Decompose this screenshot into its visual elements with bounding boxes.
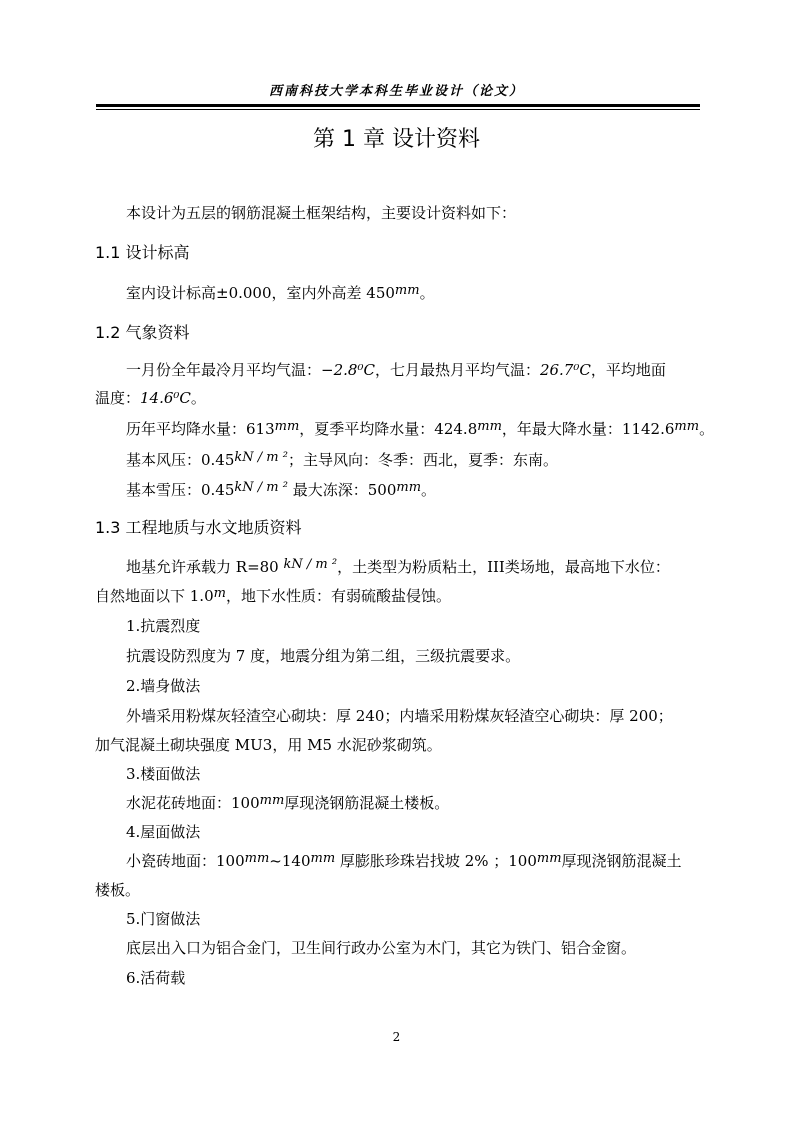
period: 。 [419,284,435,302]
chapter-title: 第 1 章 设计资料 [313,127,480,152]
precipitation-line [126,419,714,441]
period: 。 [190,389,206,407]
roof-slab: 厚现浇钢筋混凝土 [561,852,682,870]
item-4-text-1 [126,851,682,873]
water-level: 自然地面以下 1.0 [95,587,214,605]
temp-label-jan: 一月份全年最冷月平均气温： [126,361,322,379]
unit-mm: mm [310,851,336,866]
temperature-line-2 [95,388,206,408]
section-heading-1-2: 1.2 气象资料 [95,323,190,342]
section-heading-1-3: 1.3 工程地质与水文地质资料 [95,518,302,537]
item-4-heading: 4.屋面做法 [126,823,201,841]
unit-kn-m2: kN / m ² [283,557,338,572]
temp-label-jul: ，七月最热月平均气温： [374,361,540,379]
item-1-heading: 1.抗震烈度 [126,617,201,635]
unit-mm: mm [477,419,502,434]
item-2-text-2: 加气混凝土砌块强度 MU3，用 M5 水泥砂浆砌筑。 [95,736,442,754]
item-4-text-2: 楼板。 [95,881,141,899]
wind-direction: ；主导风向：冬季：西北，夏季：东南。 [287,451,558,469]
header-rule-thin [96,109,700,110]
period: 。 [421,481,437,499]
period: 。 [699,420,715,438]
floor-finish: 水泥花砖地面：100 [126,794,260,812]
unit-m: m [213,586,226,601]
snow-line [126,480,436,502]
item-1-text: 抗震设防烈度为 7 度，地震分组为第二组，三级抗震要求。 [126,647,521,665]
roof-range: ~140 [269,852,311,870]
frost-depth: 最大冻深：500 [287,481,397,499]
temp-label-ground: ，平均地面 [590,361,666,379]
unit-mm: mm [244,851,270,866]
unit-kn-m2: kN / m ² [234,450,288,465]
temp-label: 温度： [95,389,141,407]
header-rule-thick [96,104,700,107]
roof-tile: 小瓷砖地面：100 [126,852,245,870]
temp-value-jan: −2.8⁰C [321,361,375,379]
roof-slope: 厚膨胀珍珠岩找坡 2% ；100 [335,852,537,870]
precip-summer: ，夏季平均降水量：424.8 [299,420,478,438]
unit-mm: mm [394,283,420,298]
precip-annual: 历年平均降水量：613 [126,420,275,438]
elevation-text: 室内设计标高±0.000，室内外高差 450 [126,284,395,302]
geology-line-1 [126,557,670,579]
intro-paragraph: 本设计为五层的钢筋混凝土框架结构，主要设计资料如下： [126,204,517,222]
temp-value-ground: 14.6⁰C [140,389,191,407]
item-3-text [126,793,449,815]
item-5-text: 底层出入口为铝合金门，卫生间行政办公室为木门，其它为铁门、铝合金窗。 [126,939,637,957]
item-2-heading: 2.墙身做法 [126,677,201,695]
item-2-text-1: 外墙采用粉煤灰轻渣空心砌块：厚 240；内墙采用粉煤灰轻渣空心砌块：厚 200； [126,707,673,725]
snow-pressure: 基本雪压：0.45 [126,481,235,499]
unit-mm: mm [259,793,285,808]
section-heading-1-1: 1.1 设计标高 [95,243,190,262]
water-property: ，地下水性质：有弱硫酸盐侵蚀。 [225,587,451,605]
temperature-line [126,360,666,380]
soil-type: ，土类型为粉质粘土，III类场地，最高地下水位： [337,558,670,576]
item-3-heading: 3.楼面做法 [126,765,201,783]
unit-mm: mm [396,480,422,495]
bearing-capacity: 地基允许承载力 R=80 [126,558,279,576]
unit-kn-m2: kN / m ² [234,480,288,495]
temp-value-jul: 26.7⁰C [539,361,591,379]
unit-mm: mm [274,419,300,434]
page-number: 2 [392,1030,401,1044]
unit-mm: mm [674,419,700,434]
geology-line-2 [95,586,451,608]
item-5-heading: 5.门窗做法 [126,910,201,928]
item-6-heading: 6.活荷载 [126,969,186,987]
unit-mm: mm [536,851,562,866]
wind-line [126,450,558,472]
elevation-line [126,283,435,305]
floor-slab: 厚现浇钢筋混凝土楼板。 [284,794,450,812]
precip-max: ，年最大降水量：1142.6 [501,420,675,438]
running-header: 西南科技大学本科生毕业设计（论文） [268,84,524,99]
wind-pressure: 基本风压：0.45 [126,451,235,469]
